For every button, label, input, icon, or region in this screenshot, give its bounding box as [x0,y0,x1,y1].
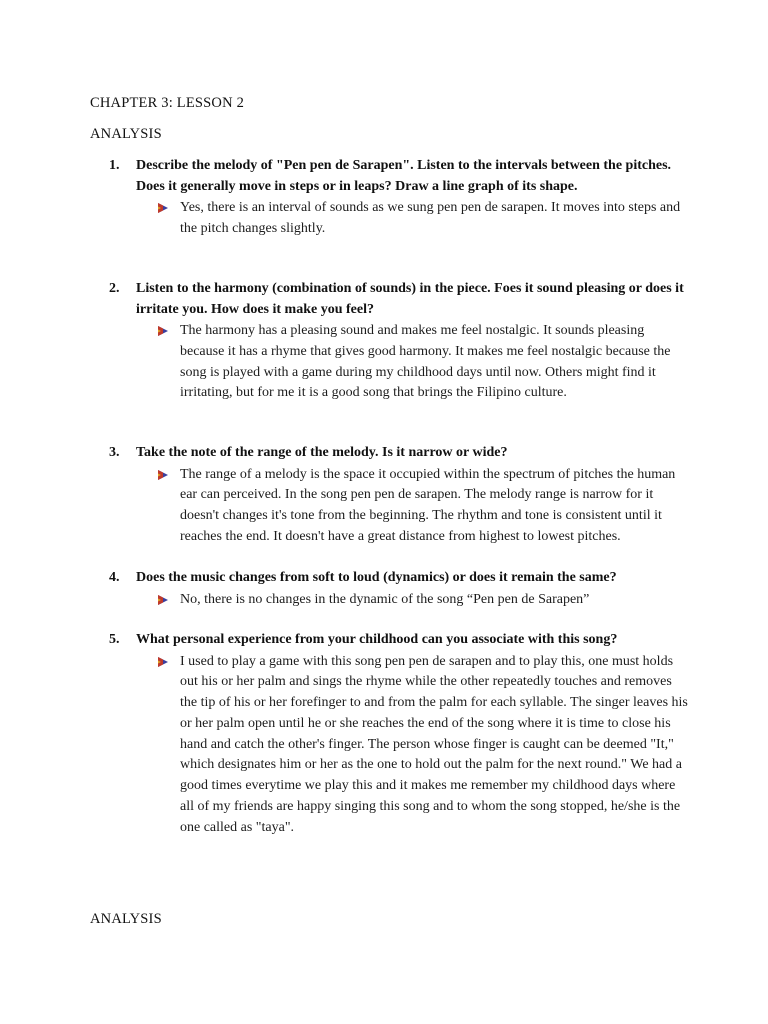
question-item-3 [109,443,689,548]
question-text: Take the note of the range of the melody. Is it narrow or wide? [136,445,508,460]
question-item-1 [109,156,689,240]
answer-text: The range of a melody is the space it occupied within the spectrum of pitches the human ear can perceived. In the song pen pen de sarapen. The melody range is narrow for it doesn't changes it's tone from the beginning. The rhythm and tone is consistent until it reaches the end. It doesn't have a great distance from highest to lowest pitches. [180,466,676,544]
answer-text: No, there is no changes in the dynamic of the song “Pen pen de Sarapen” [180,591,590,607]
answer-item [157,465,689,548]
arrow-bullet-icon [157,652,180,839]
question-item-5 [109,630,689,839]
answer-item [157,321,689,404]
answer-text: The harmony has a pleasing sound and makes me feel nostalgic. It sounds pleasing because it has a rhyme that gives good harmony. It makes me feel nostalgic because the song is played with a game during my childhood days until now. Others might find it irritating, but for me it is a good song that brings the Filipino culture. [180,323,671,401]
chapter-title: CHAPTER 3: LESSON 2 [90,95,245,111]
question-text: Does the music changes from soft to loud (dynamics) or does it remain the same? [136,570,617,585]
arrow-bullet-icon [157,590,180,611]
arrow-bullet-icon [157,465,180,548]
question-text: What personal experience from your childhood can you associate with this song? [136,632,618,647]
footer-heading: ANALYSIS [90,911,162,927]
answer-item [157,198,689,240]
answer-item [157,590,689,611]
question-number: 3. [109,445,120,460]
arrow-bullet-icon [157,198,180,240]
section-heading: ANALYSIS [90,126,162,142]
question-number: 2. [109,281,120,296]
answer-item [157,652,689,839]
answer-text: Yes, there is an interval of sounds as we sung pen pen de sarapen. It moves into steps and the pitch changes slightly. [180,200,681,236]
question-number: 5. [109,632,120,647]
question-number: 4. [109,570,120,585]
question-item-2 [109,279,689,404]
question-text: Describe the melody of "Pen pen de Sarapen". Listen to the intervals between the pitches. Does it generally move in steps or in leaps? Draw a line graph of its shape. [136,158,672,194]
question-text: Listen to the harmony (combination of sounds) in the piece. Foes it sound pleasing or does it irritate you. How does it make you feel? [136,281,684,317]
question-number: 1. [109,158,120,173]
arrow-bullet-icon [157,321,180,404]
question-item-4 [109,568,689,610]
answer-text: I used to play a game with this song pen pen de sarapen and to play this, one must holds out his or her palm and sings the rhyme while the other repeatedly touches and removes the tip of his or her forefinger to and from the palm for each syllable. The singer leaves his or her palm open until he or she reaches the end of the song where it is time to close his hand and catch the other's finger. The person whose finger is caught can be deemed "It," which designates him or her as the one to hold out the palm for the next round." We had a good times everytime we play this and it makes me remember my childhood days where all of my friends are happy singing this song and to whom the song stopped, he/she is the one called as "taya". [180,653,688,835]
